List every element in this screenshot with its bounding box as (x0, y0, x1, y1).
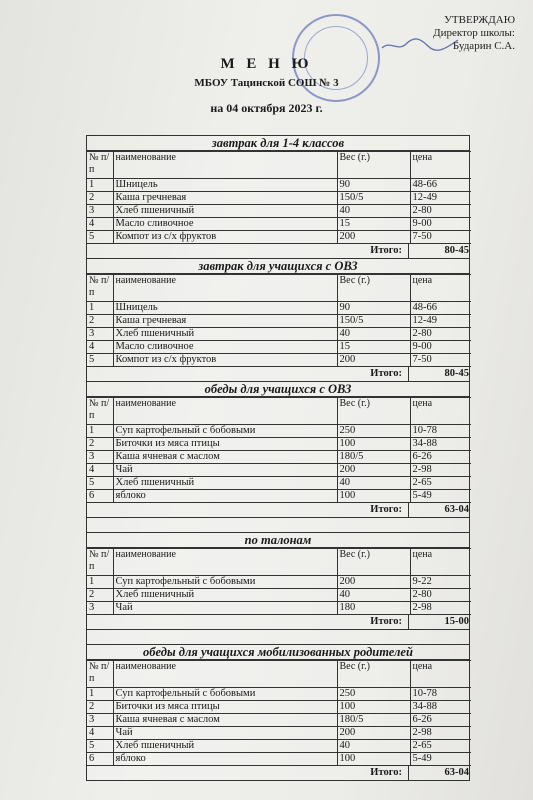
table-row (87, 328, 471, 341)
dish-price: 7-50 (410, 231, 471, 244)
table-row (87, 425, 471, 438)
dish-name: Хлеб пшеничный (113, 205, 337, 218)
dish-name: Компот из с/х фруктов (113, 231, 337, 244)
total-value: 63-04 (408, 503, 469, 517)
page-title: М Е Н Ю (220, 56, 313, 72)
row-number: 2 (87, 315, 113, 328)
dish-weight: 180/5 (337, 714, 410, 727)
table-row (87, 602, 471, 615)
section-title: завтрак для 1-4 классов (87, 136, 469, 151)
dish-price: 9-00 (410, 218, 471, 231)
table-header-row (87, 661, 471, 688)
section-table (87, 274, 471, 367)
total-value: 15-00 (408, 615, 469, 629)
section-total (87, 503, 469, 518)
dish-price: 6-26 (410, 451, 471, 464)
dish-price: 2-98 (410, 727, 471, 740)
dish-name: Масло сливочное (113, 341, 337, 354)
dish-price: 2-65 (410, 477, 471, 490)
row-number: 3 (87, 602, 113, 615)
dish-price: 5-49 (410, 753, 471, 766)
row-number: 3 (87, 451, 113, 464)
dish-weight: 180/5 (337, 451, 410, 464)
dish-weight: 150/5 (337, 192, 410, 205)
dish-name: Суп картофельный с бобовыми (113, 576, 337, 589)
dish-weight: 200 (337, 354, 410, 367)
dish-price: 2-65 (410, 740, 471, 753)
column-header-number: № п/п (87, 398, 113, 425)
column-header-name: наименование (113, 549, 337, 576)
dish-name: Каша гречневая (113, 192, 337, 205)
table-row (87, 688, 471, 701)
row-number: 2 (87, 438, 113, 451)
section-total (87, 367, 469, 382)
dish-name: Суп картофельный с бобовыми (113, 688, 337, 701)
section-spacer (87, 518, 469, 533)
row-number: 1 (87, 425, 113, 438)
dish-price: 10-78 (410, 425, 471, 438)
dish-name: Шницель (113, 179, 337, 192)
dish-weight: 40 (337, 477, 410, 490)
table-row (87, 205, 471, 218)
dish-price: 2-80 (410, 328, 471, 341)
dish-weight: 40 (337, 328, 410, 341)
dish-name: Биточки из мяса птицы (113, 701, 337, 714)
section-total (87, 766, 469, 781)
dish-price: 9-00 (410, 341, 471, 354)
section-title: обеды для учащихся с ОВЗ (87, 382, 469, 397)
dish-price: 48-66 (410, 302, 471, 315)
column-header-name: наименование (113, 661, 337, 688)
dish-weight: 100 (337, 438, 410, 451)
dish-price: 48-66 (410, 179, 471, 192)
table-row (87, 576, 471, 589)
dish-weight: 180 (337, 602, 410, 615)
column-header-name: наименование (113, 275, 337, 302)
dish-weight: 90 (337, 179, 410, 192)
dish-weight: 15 (337, 341, 410, 354)
column-header-weight: Вес (г.) (337, 275, 410, 302)
dish-name: яблоко (113, 490, 337, 503)
row-number: 2 (87, 701, 113, 714)
table-row (87, 438, 471, 451)
row-number: 5 (87, 740, 113, 753)
dish-name: Хлеб пшеничный (113, 740, 337, 753)
dish-price: 9-22 (410, 576, 471, 589)
section-table (87, 397, 471, 503)
row-number: 3 (87, 328, 113, 341)
row-number: 4 (87, 727, 113, 740)
table-row (87, 341, 471, 354)
dish-price: 2-80 (410, 205, 471, 218)
section-total (87, 615, 469, 630)
dish-name: Биточки из мяса птицы (113, 438, 337, 451)
table-row (87, 589, 471, 602)
row-number: 4 (87, 341, 113, 354)
total-value: 80-45 (408, 367, 469, 381)
dish-price: 2-80 (410, 589, 471, 602)
section-title: обеды для учащихся мобилизованных родителей (87, 645, 469, 660)
section-table (87, 660, 471, 766)
dish-weight: 100 (337, 701, 410, 714)
row-number: 6 (87, 753, 113, 766)
dish-weight: 250 (337, 688, 410, 701)
table-row (87, 192, 471, 205)
dish-name: Компот из с/х фруктов (113, 354, 337, 367)
column-header-number: № п/п (87, 152, 113, 179)
table-row (87, 302, 471, 315)
dish-weight: 250 (337, 425, 410, 438)
table-row (87, 740, 471, 753)
dish-price: 34-88 (410, 701, 471, 714)
row-number: 1 (87, 688, 113, 701)
dish-price: 5-49 (410, 490, 471, 503)
column-header-price: цена (410, 275, 471, 302)
table-row (87, 354, 471, 367)
column-header-number: № п/п (87, 549, 113, 576)
dish-price: 6-26 (410, 714, 471, 727)
row-number: 6 (87, 490, 113, 503)
table-row (87, 451, 471, 464)
menu-table (86, 135, 470, 781)
column-header-weight: Вес (г.) (337, 398, 410, 425)
dish-name: Каша ячневая с маслом (113, 451, 337, 464)
dish-weight: 40 (337, 589, 410, 602)
section-table (87, 151, 471, 244)
table-row (87, 315, 471, 328)
dish-weight: 90 (337, 302, 410, 315)
table-header-row (87, 275, 471, 302)
dish-name: Чай (113, 464, 337, 477)
table-row (87, 753, 471, 766)
dish-weight: 15 (337, 218, 410, 231)
dish-weight: 200 (337, 464, 410, 477)
dish-name: Каша ячневая с маслом (113, 714, 337, 727)
table-row (87, 218, 471, 231)
column-header-price: цена (410, 661, 471, 688)
row-number: 5 (87, 354, 113, 367)
table-row (87, 701, 471, 714)
column-header-number: № п/п (87, 661, 113, 688)
column-header-weight: Вес (г.) (337, 549, 410, 576)
approval-signer: Бударин С.А. (452, 40, 515, 52)
dish-weight: 40 (337, 740, 410, 753)
section-total (87, 244, 469, 259)
dish-weight: 200 (337, 231, 410, 244)
school-name: МБОУ Тацинской СОШ № 3 (194, 77, 339, 89)
table-row (87, 490, 471, 503)
dish-name: Шницель (113, 302, 337, 315)
dish-name: Каша гречневая (113, 315, 337, 328)
row-number: 3 (87, 714, 113, 727)
dish-weight: 100 (337, 490, 410, 503)
row-number: 3 (87, 205, 113, 218)
total-label: Итого: (370, 767, 402, 778)
total-label: Итого: (370, 368, 402, 379)
row-number: 1 (87, 302, 113, 315)
section-title: по талонам (87, 533, 469, 548)
column-header-name: наименование (113, 398, 337, 425)
column-header-weight: Вес (г.) (337, 152, 410, 179)
approval-position: Директор школы: (433, 27, 515, 39)
dish-price: 10-78 (410, 688, 471, 701)
table-row (87, 179, 471, 192)
dish-weight: 150/5 (337, 315, 410, 328)
column-header-name: наименование (113, 152, 337, 179)
dish-name: Чай (113, 602, 337, 615)
row-number: 1 (87, 576, 113, 589)
row-number: 4 (87, 464, 113, 477)
section-table (87, 548, 471, 615)
dish-name: Чай (113, 727, 337, 740)
table-header-row (87, 549, 471, 576)
total-label: Итого: (370, 616, 402, 627)
dish-weight: 200 (337, 727, 410, 740)
dish-weight: 40 (337, 205, 410, 218)
dish-price: 12-49 (410, 192, 471, 205)
dish-name: Суп картофельный с бобовыми (113, 425, 337, 438)
row-number: 5 (87, 477, 113, 490)
section-spacer (87, 630, 469, 645)
section-title: завтрак для учащихся с ОВЗ (87, 259, 469, 274)
total-value: 63-04 (408, 766, 469, 780)
row-number: 1 (87, 179, 113, 192)
total-value: 80-45 (408, 244, 469, 258)
dish-price: 12-49 (410, 315, 471, 328)
table-row (87, 231, 471, 244)
column-header-weight: Вес (г.) (337, 661, 410, 688)
dish-name: Хлеб пшеничный (113, 477, 337, 490)
dish-price: 2-98 (410, 464, 471, 477)
row-number: 2 (87, 192, 113, 205)
table-header-row (87, 398, 471, 425)
dish-weight: 100 (337, 753, 410, 766)
table-row (87, 714, 471, 727)
dish-price: 2-98 (410, 602, 471, 615)
table-row (87, 477, 471, 490)
dish-price: 7-50 (410, 354, 471, 367)
column-header-price: цена (410, 398, 471, 425)
signature-mark (380, 36, 460, 54)
approval-heading: УТВЕРЖДАЮ (444, 14, 515, 26)
table-header-row (87, 152, 471, 179)
table-row (87, 727, 471, 740)
table-row (87, 464, 471, 477)
dish-name: Хлеб пшеничный (113, 589, 337, 602)
column-header-price: цена (410, 549, 471, 576)
row-number: 5 (87, 231, 113, 244)
menu-date: на 04 октября 2023 г. (210, 101, 323, 115)
dish-price: 34-88 (410, 438, 471, 451)
column-header-price: цена (410, 152, 471, 179)
total-label: Итого: (370, 245, 402, 256)
total-label: Итого: (370, 504, 402, 515)
column-header-number: № п/п (87, 275, 113, 302)
dish-name: Хлеб пшеничный (113, 328, 337, 341)
row-number: 2 (87, 589, 113, 602)
dish-name: яблоко (113, 753, 337, 766)
row-number: 4 (87, 218, 113, 231)
dish-weight: 200 (337, 576, 410, 589)
dish-name: Масло сливочное (113, 218, 337, 231)
